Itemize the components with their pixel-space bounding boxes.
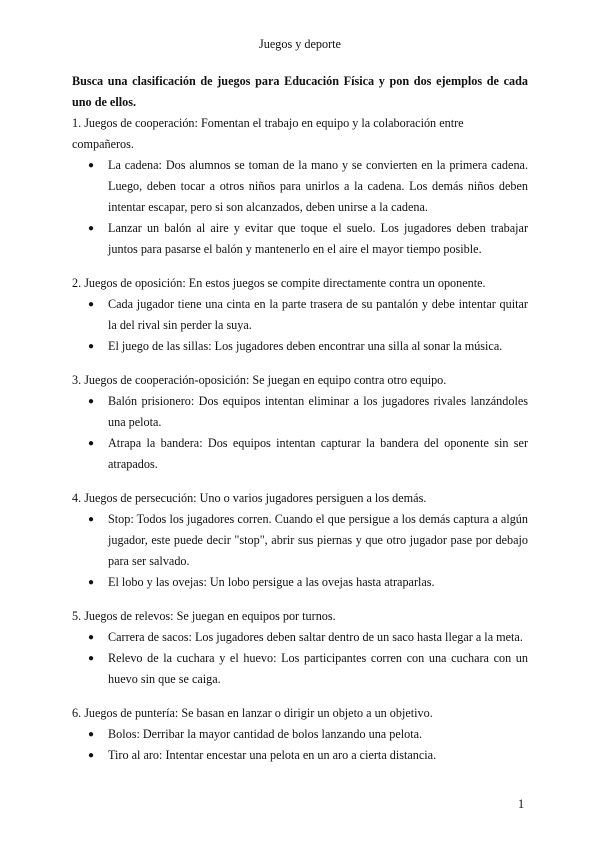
section-title: 2. Juegos de oposición: En estos juegos se compite directamente contra un oponente. (72, 276, 486, 290)
list-item (72, 391, 528, 433)
bullet-icon: ● (88, 396, 95, 407)
bullet-icon: ● (88, 750, 95, 761)
list-item-text: Lanzar un balón al aire y evitar que toque el suelo. Los jugadores deben trabajar juntos para pasarse el balón y mantenerlo en el aire el mayor tiempo posible. (108, 221, 528, 256)
list-item-text: La cadena: Dos alumnos se toman de la mano y se convierten en la primera cadena. Luego, deben tocar a otros niños para unirlos a la cadena. Los demás niños deben intentar escapar, pero si son alcanzados, deben unirse a la cadena. (108, 158, 528, 214)
page-number: 1 (518, 797, 525, 811)
bullet-icon: ● (88, 653, 95, 664)
bullet-icon: ● (88, 341, 95, 352)
section-cooperacion-oposicion (72, 370, 528, 475)
list-item-text: Atrapa la bandera: Dos equipos intentan capturar la bandera del oponente sin ser atrapados. (108, 436, 528, 471)
list-item (72, 648, 528, 690)
list-item (72, 218, 528, 260)
bullet-icon: ● (88, 299, 95, 310)
example-list (72, 724, 528, 766)
list-item-text: Cada jugador tiene una cinta en la parte trasera de su pantalón y debe intentar quitar la del rival sin perder la suya. (108, 297, 528, 332)
section-oposicion (72, 273, 528, 357)
list-item (72, 509, 528, 572)
section-title: 1. Juegos de cooperación: Fomentan el trabajo en equipo y la colaboración entre compañeros. (72, 116, 464, 151)
example-list (72, 509, 528, 593)
example-list (72, 155, 528, 260)
section-title: 4. Juegos de persecución: Uno o varios jugadores persiguen a los demás. (72, 491, 427, 505)
bullet-icon: ● (88, 577, 95, 588)
bullet-icon: ● (88, 729, 95, 740)
section-punteria (72, 703, 528, 766)
list-item (72, 336, 528, 357)
section-title: 6. Juegos de puntería: Se basan en lanzar o dirigir un objeto a un objetivo. (72, 706, 433, 720)
section-cooperacion (72, 113, 528, 260)
list-item-text: El juego de las sillas: Los jugadores deben encontrar una silla al sonar la música. (108, 339, 503, 353)
list-item (72, 433, 528, 475)
example-list (72, 294, 528, 357)
list-item-text: Bolos: Derribar la mayor cantidad de bolos lanzando una pelota. (108, 727, 423, 741)
document-body (72, 71, 528, 766)
list-item-text: Tiro al aro: Intentar encestar una pelota en un aro a cierta distancia. (108, 748, 437, 762)
section-title: 3. Juegos de cooperación-oposición: Se juegan en equipo contra otro equipo. (72, 373, 447, 387)
section-persecucion (72, 488, 528, 593)
bullet-icon: ● (88, 632, 95, 643)
list-item-text: Relevo de la cuchara y el huevo: Los participantes corren con una cuchara con un huevo sin que se caiga. (108, 651, 528, 686)
list-item (72, 627, 528, 648)
list-item-text: Stop: Todos los jugadores corren. Cuando el que persigue a los demás captura a algún jugador, este puede decir "stop", abrir sus piernas y que otro jugador pase por debajo para ser salvado. (108, 512, 528, 568)
example-list (72, 391, 528, 475)
list-item (72, 155, 528, 218)
list-item-text: El lobo y las ovejas: Un lobo persigue a las ovejas hasta atraparlas. (108, 575, 435, 589)
list-item (72, 572, 528, 593)
example-list (72, 627, 528, 690)
list-item-text: Carrera de sacos: Los jugadores deben saltar dentro de un saco hasta llegar a la meta. (108, 630, 523, 644)
list-item (72, 724, 528, 745)
bullet-icon: ● (88, 514, 95, 525)
list-item-text: Balón prisionero: Dos equipos intentan eliminar a los jugadores rivales lanzándoles una pelota. (108, 394, 528, 429)
bullet-icon: ● (88, 160, 95, 171)
list-item (72, 745, 528, 766)
section-relevos (72, 606, 528, 690)
bullet-icon: ● (88, 438, 95, 449)
assignment-prompt: Busca una clasificación de juegos para Educación Física y pon dos ejemplos de cada uno de ellos. (72, 74, 528, 109)
section-title: 5. Juegos de relevos: Se juegan en equipos por turnos. (72, 609, 336, 623)
bullet-icon: ● (88, 223, 95, 234)
list-item (72, 294, 528, 336)
page-header: Juegos y deporte (259, 37, 341, 51)
